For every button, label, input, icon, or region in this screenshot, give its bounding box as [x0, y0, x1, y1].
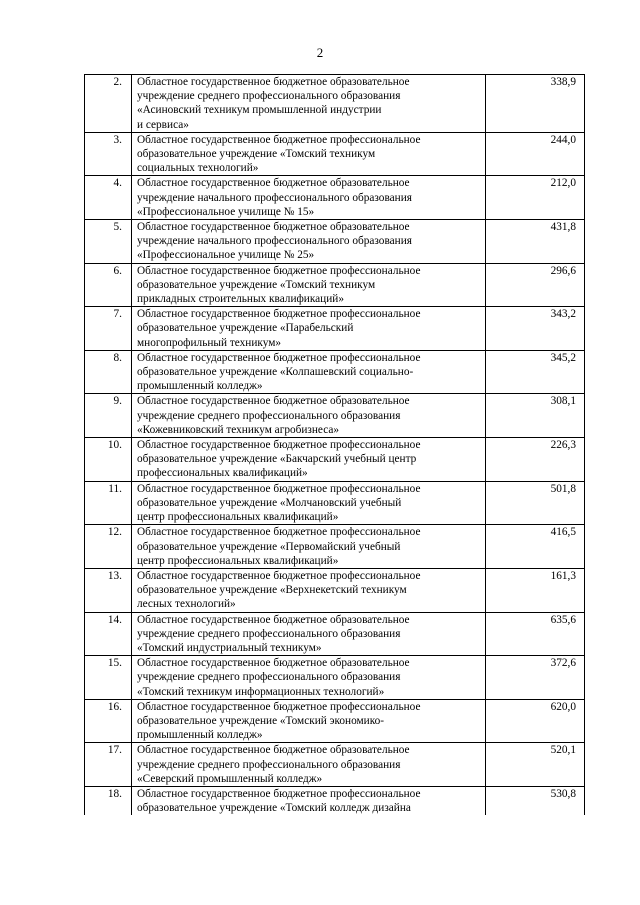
institution-name-line: лесных технологий»: [137, 598, 236, 611]
table-row: [85, 307, 585, 351]
institution-name-line: учреждение среднего профессионального образования: [137, 671, 401, 684]
amount-value: 635,6: [486, 612, 585, 656]
row-number: 15.: [85, 656, 132, 700]
row-number: 14.: [85, 612, 132, 656]
institution-name-line: центр профессиональных квалификаций»: [137, 554, 339, 567]
amount-value: 345,2: [486, 350, 585, 394]
row-number: 9.: [85, 394, 132, 438]
institution-name-line: учреждение среднего профессионального образования: [137, 409, 401, 422]
table-row: [85, 438, 585, 482]
institution-name-line: Областное государственное бюджетное образовательное: [137, 395, 410, 408]
institution-name-line: промышленный колледж»: [137, 380, 263, 393]
institution-name-line: прикладных строительных квалификаций»: [137, 293, 344, 306]
institution-name-line: образовательное учреждение «Парабельский: [137, 322, 354, 335]
institution-name-line: многопрофильный техникум»: [137, 336, 282, 349]
institution-name-line: Областное государственное бюджетное образовательное: [137, 657, 410, 670]
institution-name: [132, 132, 486, 176]
institution-name-line: «Томский техникум информационных технологий»: [137, 685, 385, 698]
institution-name: [132, 438, 486, 482]
institution-name-line: образовательное учреждение «Бакчарский учебный центр: [137, 453, 417, 466]
table-body: [85, 75, 585, 816]
table-row: [85, 176, 585, 220]
institution-name-line: образовательное учреждение «Верхнекетский техникум: [137, 584, 407, 597]
institution-name-line: учреждение среднего профессионального образования: [137, 90, 401, 103]
institution-name-line: Областное государственное бюджетное образовательное: [137, 744, 410, 757]
institution-name-line: образовательное учреждение «Томский колледж дизайна: [137, 802, 411, 815]
amount-value: 372,6: [486, 656, 585, 700]
table-row: [85, 132, 585, 176]
institution-name-line: образовательное учреждение «Томский экономико-: [137, 714, 385, 727]
institution-name-line: Областное государственное бюджетное профессиональное: [137, 700, 421, 713]
institution-name: [132, 481, 486, 525]
institution-name-line: социальных технологий»: [137, 162, 259, 175]
table-row: [85, 612, 585, 656]
institution-name-line: образовательное учреждение «Первомайский учебный: [137, 540, 401, 553]
row-number: 3.: [85, 132, 132, 176]
row-number: 11.: [85, 481, 132, 525]
institution-name: [132, 656, 486, 700]
row-number: 5.: [85, 220, 132, 264]
amount-value: 296,6: [486, 263, 585, 307]
table-row: [85, 75, 585, 133]
row-number: 10.: [85, 438, 132, 482]
institution-name-line: «Асиновский техникум промышленной индустрии: [137, 104, 382, 117]
funding-table: [84, 74, 585, 815]
institution-name: [132, 394, 486, 438]
institution-name-line: Областное государственное бюджетное образовательное: [137, 76, 410, 88]
institution-name: [132, 786, 486, 815]
amount-value: 226,3: [486, 438, 585, 482]
table-row: [85, 263, 585, 307]
institution-name-line: учреждение среднего профессионального образования: [137, 627, 401, 640]
row-number: 13.: [85, 568, 132, 612]
institution-name-line: Областное государственное бюджетное профессиональное: [137, 264, 421, 277]
institution-name: [132, 525, 486, 569]
row-number: 4.: [85, 176, 132, 220]
institution-name-line: Областное государственное бюджетное профессиональное: [137, 482, 421, 495]
table-row: [85, 699, 585, 743]
row-number: 7.: [85, 307, 132, 351]
institution-name-line: образовательное учреждение «Молчановский учебный: [137, 496, 402, 509]
row-number: 8.: [85, 350, 132, 394]
amount-value: 530,8: [486, 786, 585, 815]
institution-name-line: образовательное учреждение «Томский техникум: [137, 148, 376, 161]
institution-name-line: Областное государственное бюджетное профессиональное: [137, 308, 421, 321]
institution-name: [132, 75, 486, 133]
institution-name-line: образовательное учреждение «Томский техникум: [137, 278, 376, 291]
institution-name-line: центр профессиональных квалификаций»: [137, 511, 339, 524]
amount-value: 244,0: [486, 132, 585, 176]
row-number: 2.: [85, 75, 132, 133]
institution-name: [132, 350, 486, 394]
row-number: 12.: [85, 525, 132, 569]
institution-name: [132, 176, 486, 220]
institution-name-line: Областное государственное бюджетное образовательное: [137, 177, 410, 190]
institution-name-line: учреждение среднего профессионального образования: [137, 758, 401, 771]
institution-name: [132, 612, 486, 656]
row-number: 18.: [85, 786, 132, 815]
institution-name: [132, 568, 486, 612]
table-row: [85, 656, 585, 700]
institution-name-line: «Северский промышленный колледж»: [137, 772, 323, 785]
amount-value: 416,5: [486, 525, 585, 569]
table-row: [85, 481, 585, 525]
institution-name-line: Областное государственное бюджетное образовательное: [137, 613, 410, 626]
institution-name-line: «Кожевниковский техникум агробизнеса»: [137, 423, 340, 436]
institution-name-line: «Томский индустриальный техникум»: [137, 641, 322, 654]
institution-name-line: Областное государственное бюджетное профессиональное: [137, 787, 421, 800]
institution-name-line: учреждение начального профессионального образования: [137, 191, 412, 204]
table-row: [85, 743, 585, 787]
amount-value: 520,1: [486, 743, 585, 787]
institution-name-line: образовательное учреждение «Колпашевский социально-: [137, 366, 414, 379]
institution-name-line: Областное государственное бюджетное профессиональное: [137, 439, 421, 452]
table-row: [85, 220, 585, 264]
amount-value: 212,0: [486, 176, 585, 220]
table-row: [85, 568, 585, 612]
amount-value: 338,9: [486, 75, 585, 133]
institution-name-line: Областное государственное бюджетное профессиональное: [137, 569, 421, 582]
institution-name: [132, 307, 486, 351]
institution-name: [132, 743, 486, 787]
table-row: [85, 350, 585, 394]
table-row: [85, 786, 585, 815]
institution-name-line: и сервиса»: [137, 118, 189, 131]
amount-value: 161,3: [486, 568, 585, 612]
institution-name-line: Областное государственное бюджетное образовательное: [137, 221, 410, 234]
amount-value: 501,8: [486, 481, 585, 525]
institution-name: [132, 263, 486, 307]
row-number: 16.: [85, 699, 132, 743]
row-number: 6.: [85, 263, 132, 307]
amount-value: 431,8: [486, 220, 585, 264]
institution-name: [132, 699, 486, 743]
amount-value: 343,2: [486, 307, 585, 351]
institution-name-line: «Профессиональное училище № 25»: [137, 249, 315, 262]
amount-value: 620,0: [486, 699, 585, 743]
institution-name-line: «Профессиональное училище № 15»: [137, 205, 315, 218]
institution-name: [132, 220, 486, 264]
institution-name-line: Областное государственное бюджетное профессиональное: [137, 133, 421, 146]
institution-name-line: профессиональных квалификаций»: [137, 467, 308, 480]
institution-name-line: учреждение начального профессионального образования: [137, 235, 412, 248]
table-row: [85, 525, 585, 569]
page-number: 2: [316, 45, 324, 60]
amount-value: 308,1: [486, 394, 585, 438]
table-row: [85, 394, 585, 438]
row-number: 17.: [85, 743, 132, 787]
institution-name-line: Областное государственное бюджетное профессиональное: [137, 526, 421, 539]
institution-name-line: промышленный колледж»: [137, 729, 263, 742]
institution-name-line: Областное государственное бюджетное профессиональное: [137, 351, 421, 364]
